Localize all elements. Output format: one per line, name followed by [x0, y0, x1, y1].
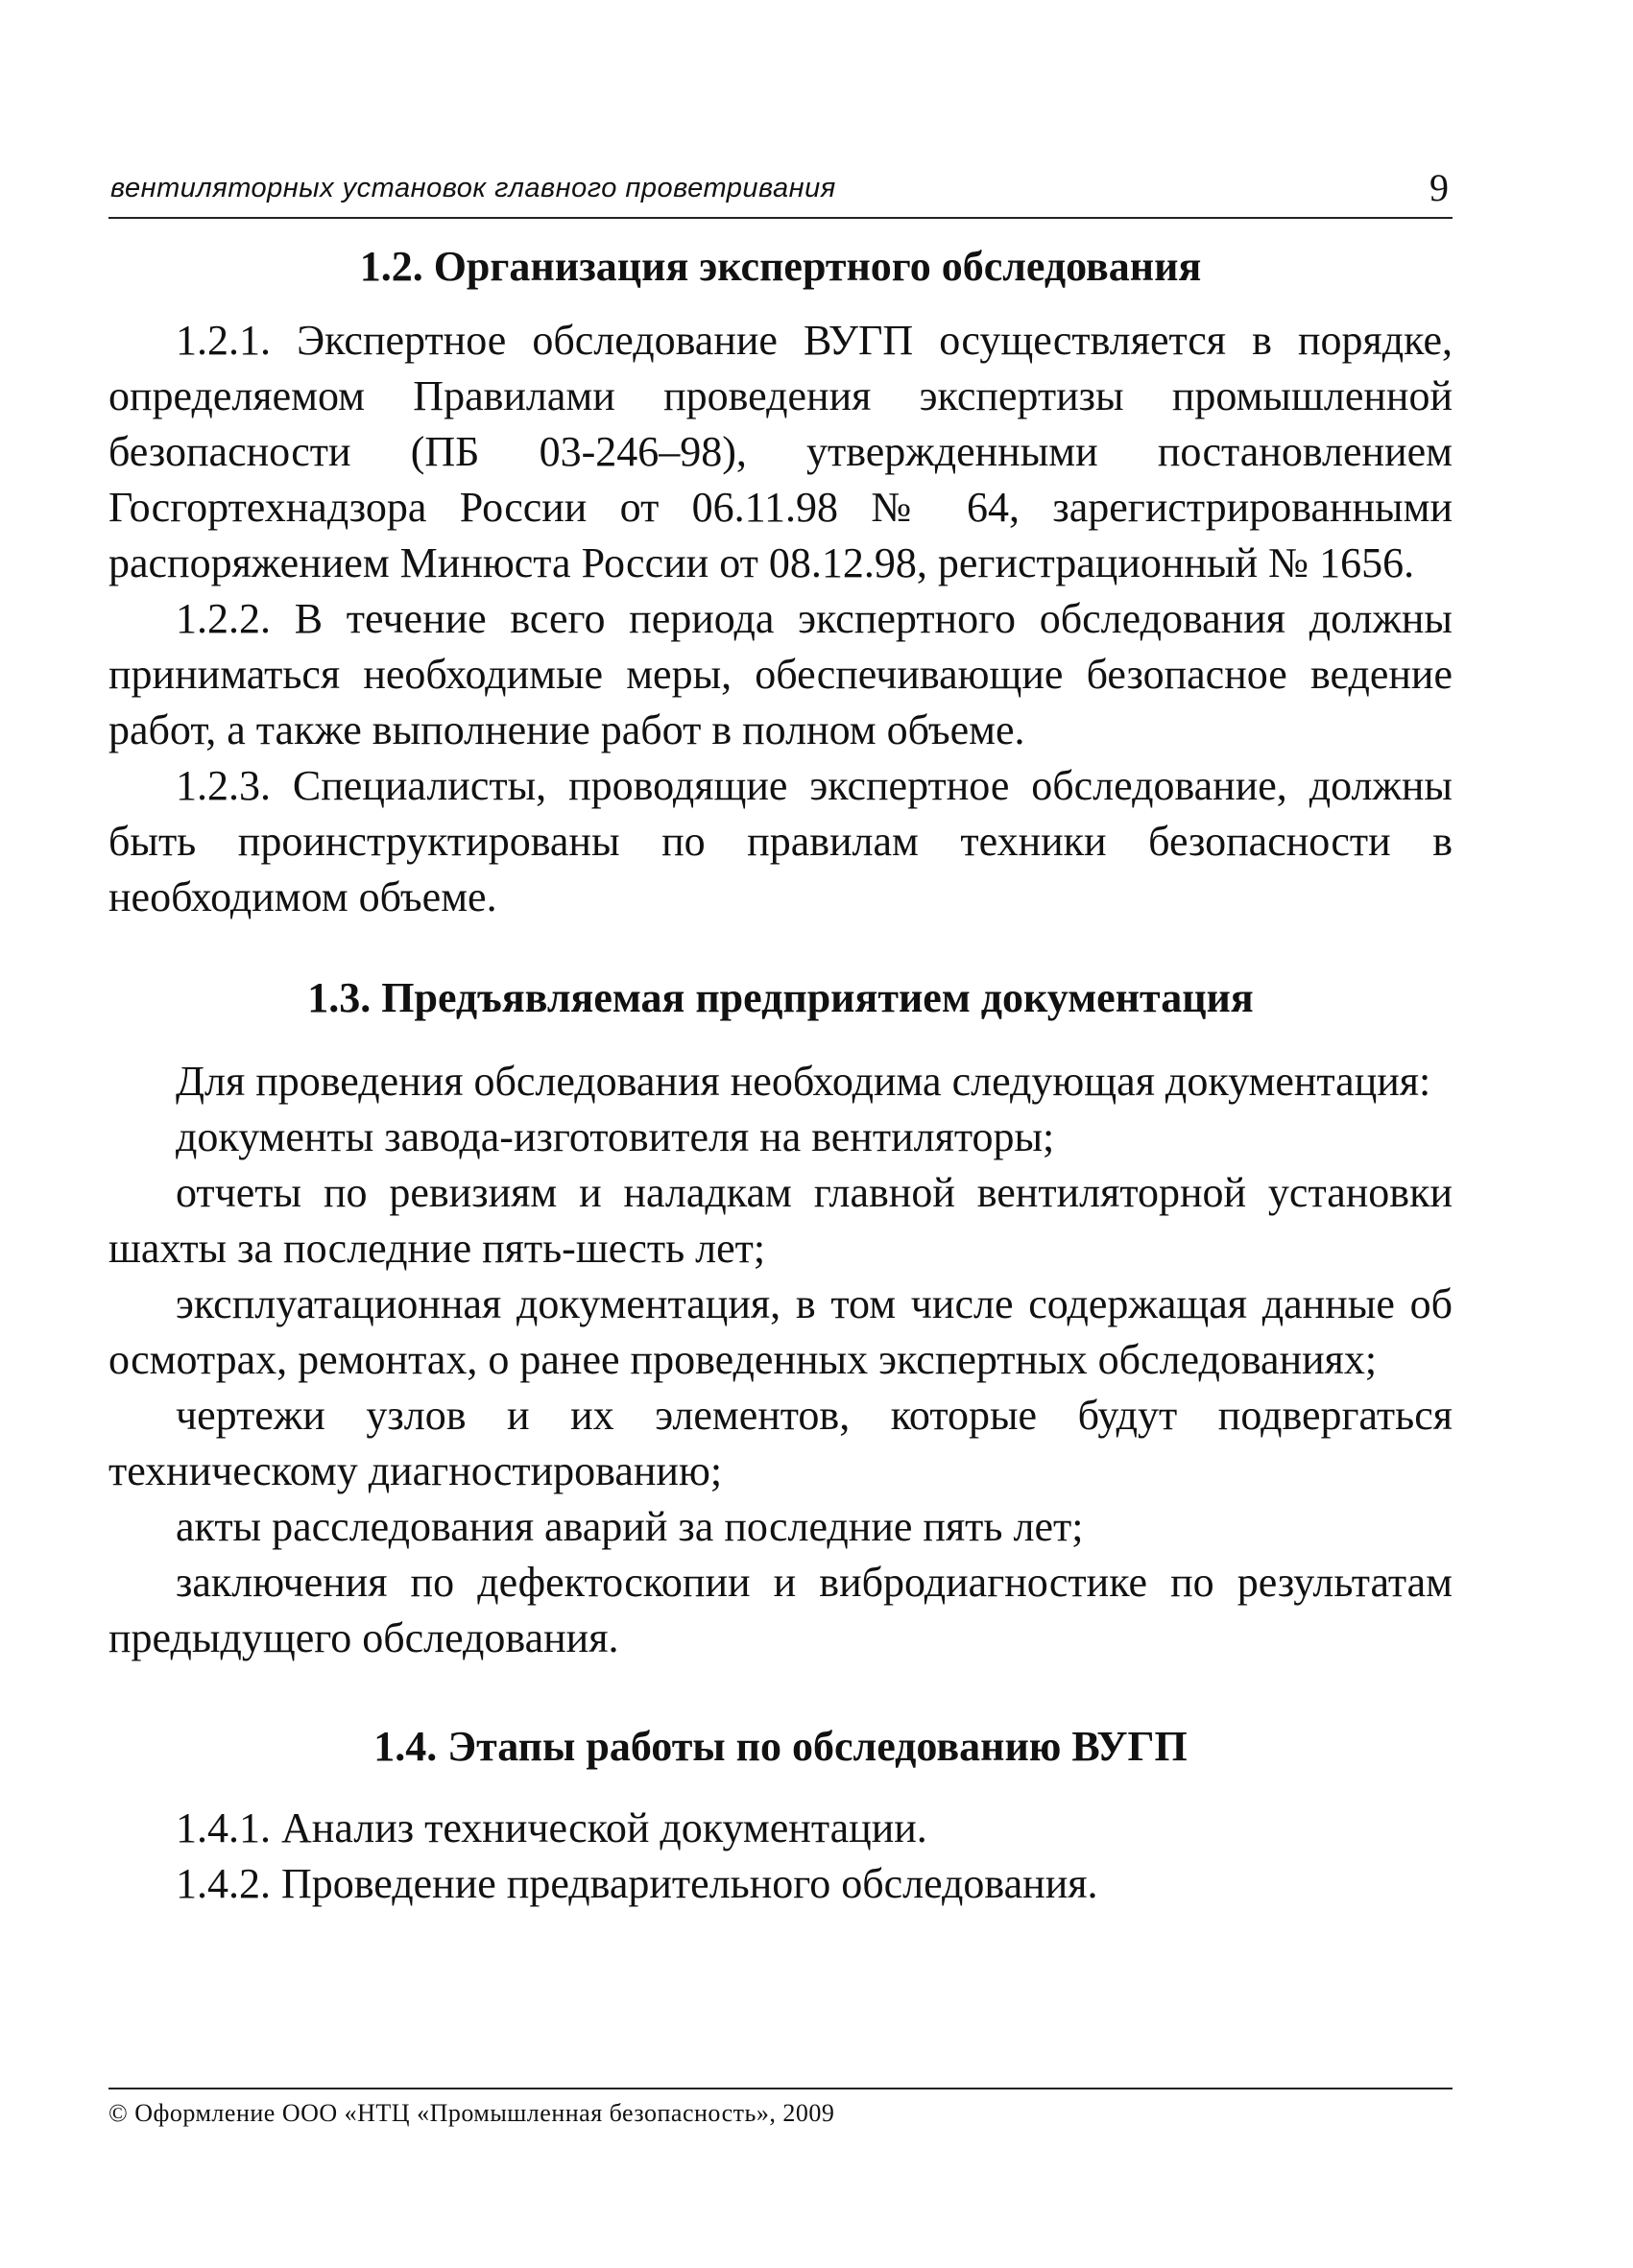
- section-heading-1-4: 1.4. Этапы работы по обследованию ВУГП: [373, 1723, 1188, 1770]
- paragraph-1-4-1: 1.4.1. Анализ технической документации.: [176, 1804, 927, 1851]
- page-header: [108, 163, 1453, 219]
- list-item: акты расследования аварий за последние пять лет;: [176, 1503, 1084, 1550]
- paragraph-1-4-2: 1.4.2. Проведение предварительного обследования.: [176, 1860, 1098, 1907]
- copyright-text: © Оформление ООО «НТЦ «Промышленная безопасность», 2009: [108, 2099, 835, 2127]
- paragraph-1-2-3: 1.2.3. Специалисты, проводящие экспертное обследование, должны быть проинструктированы по правилам техники безопасности в необходимом объеме.: [108, 762, 1453, 920]
- section-heading-1-3: 1.3. Предъявляемая предприятием документация: [307, 974, 1254, 1021]
- list-item: заключения по дефектоскопии и вибродиагностике по результатам предыдущего обследования.: [108, 1559, 1453, 1661]
- running-title: вентиляторных установок главного проветривания: [110, 173, 836, 203]
- page-footer: [108, 2088, 1453, 2128]
- page-content: [108, 240, 1453, 1912]
- page-number: 9: [1429, 166, 1449, 209]
- list-item: чертежи узлов и их элементов, которые будут подвергаться техническому диагностированию;: [108, 1392, 1453, 1494]
- list-item: эксплуатационная документация, в том числе содержащая данные об осмотрах, ремонтах, о ранее проведенных экспертных обследованиях;: [108, 1280, 1453, 1383]
- list-item: документы завода-изготовителя на вентиляторы;: [176, 1113, 1055, 1160]
- paragraph-1-2-2: 1.2.2. В течение всего периода экспертного обследования должны приниматься необходимые меры, обеспечивающие безопасное ведение работ, а также выполнение работ в полном объеме.: [108, 595, 1453, 753]
- paragraph-intro: Для проведения обследования необходима следующая документация:: [176, 1058, 1431, 1105]
- section-heading-1-2: 1.2. Организация экспертного обследования: [359, 243, 1202, 290]
- paragraph-1-2-1: 1.2.1. Экспертное обследование ВУГП осуществляется в порядке, определяемом Правилами проведения экспертизы промышленной безопасности (ПБ 03-246–98), утвержденными постановлением Госгортехнадзора России от 06.11.98 № 64, зарегистрированными распоряжением Минюста России от 08.12.98, регистрационный № 1656.: [108, 317, 1453, 586]
- list-item: отчеты по ревизиям и наладкам главной вентиляторной установки шахты за последние пять-шесть лет;: [108, 1169, 1453, 1272]
